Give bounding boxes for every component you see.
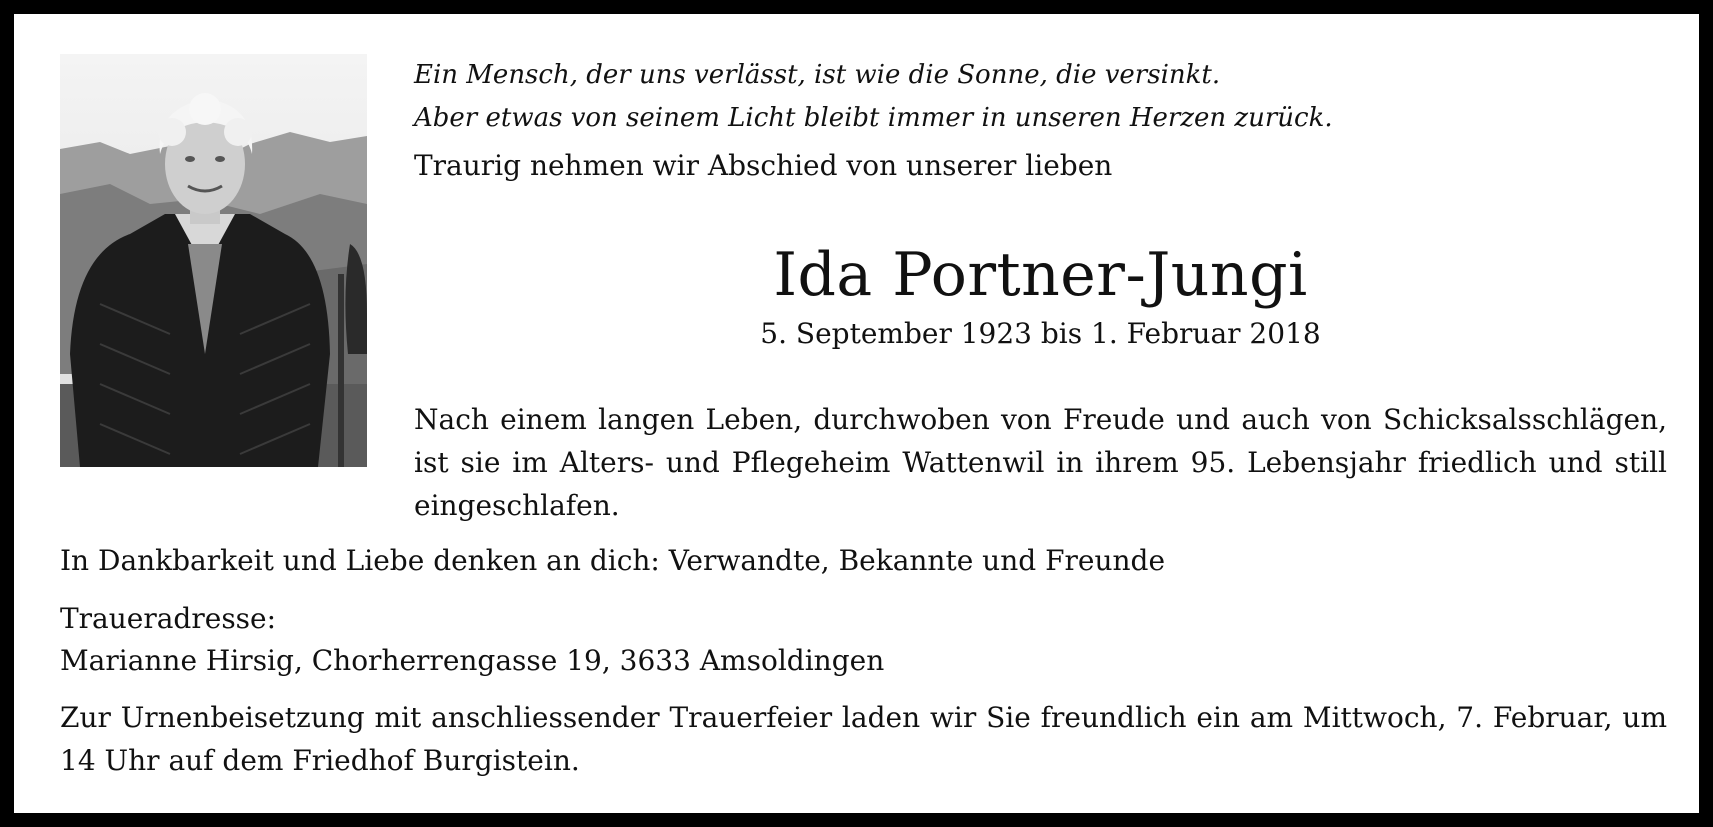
life-paragraph: Nach einem langen Leben, durchwoben von Freude und auch von Schicksalsschlägen, ist sie im Alters- und Pflegeheim Wattenwil in ihrem 95. Lebensjahr friedlich und still eingeschlafen. [414,403,1667,522]
gratitude-line: In Dankbarkeit und Liebe denken an dich: Verwandte, Bekannte und Freunde [60,544,1166,577]
motto-quote [414,54,1333,140]
mourning-address: Marianne Hirsig, Chorherrengasse 19, 3633 Amsoldingen [60,644,885,677]
intro-text: Traurig nehmen wir Abschied von unserer lieben [414,149,1113,182]
deceased-name: Ida Portner-Jungi [773,240,1308,310]
portrait-photo [60,54,367,467]
obituary-notice [14,14,1699,813]
portrait-icon [60,54,367,467]
mourning-address-label: Traueradresse: [60,602,277,635]
life-dates: 5. September 1923 bis 1. Februar 2018 [760,317,1321,350]
funeral-paragraph: Zur Urnenbeisetzung mit anschliessender Trauerfeier laden wir Sie freundlich ein am Mittwoch, 7. Februar, um 14 Uhr auf dem Friedhof Burgistein. [60,701,1667,777]
motto-line-2: Aber etwas von seinem Licht bleibt immer in unseren Herzen zurück. [414,103,1333,133]
motto-line-1: Ein Mensch, der uns verlässt, ist wie die Sonne, die versinkt. [414,60,1221,90]
